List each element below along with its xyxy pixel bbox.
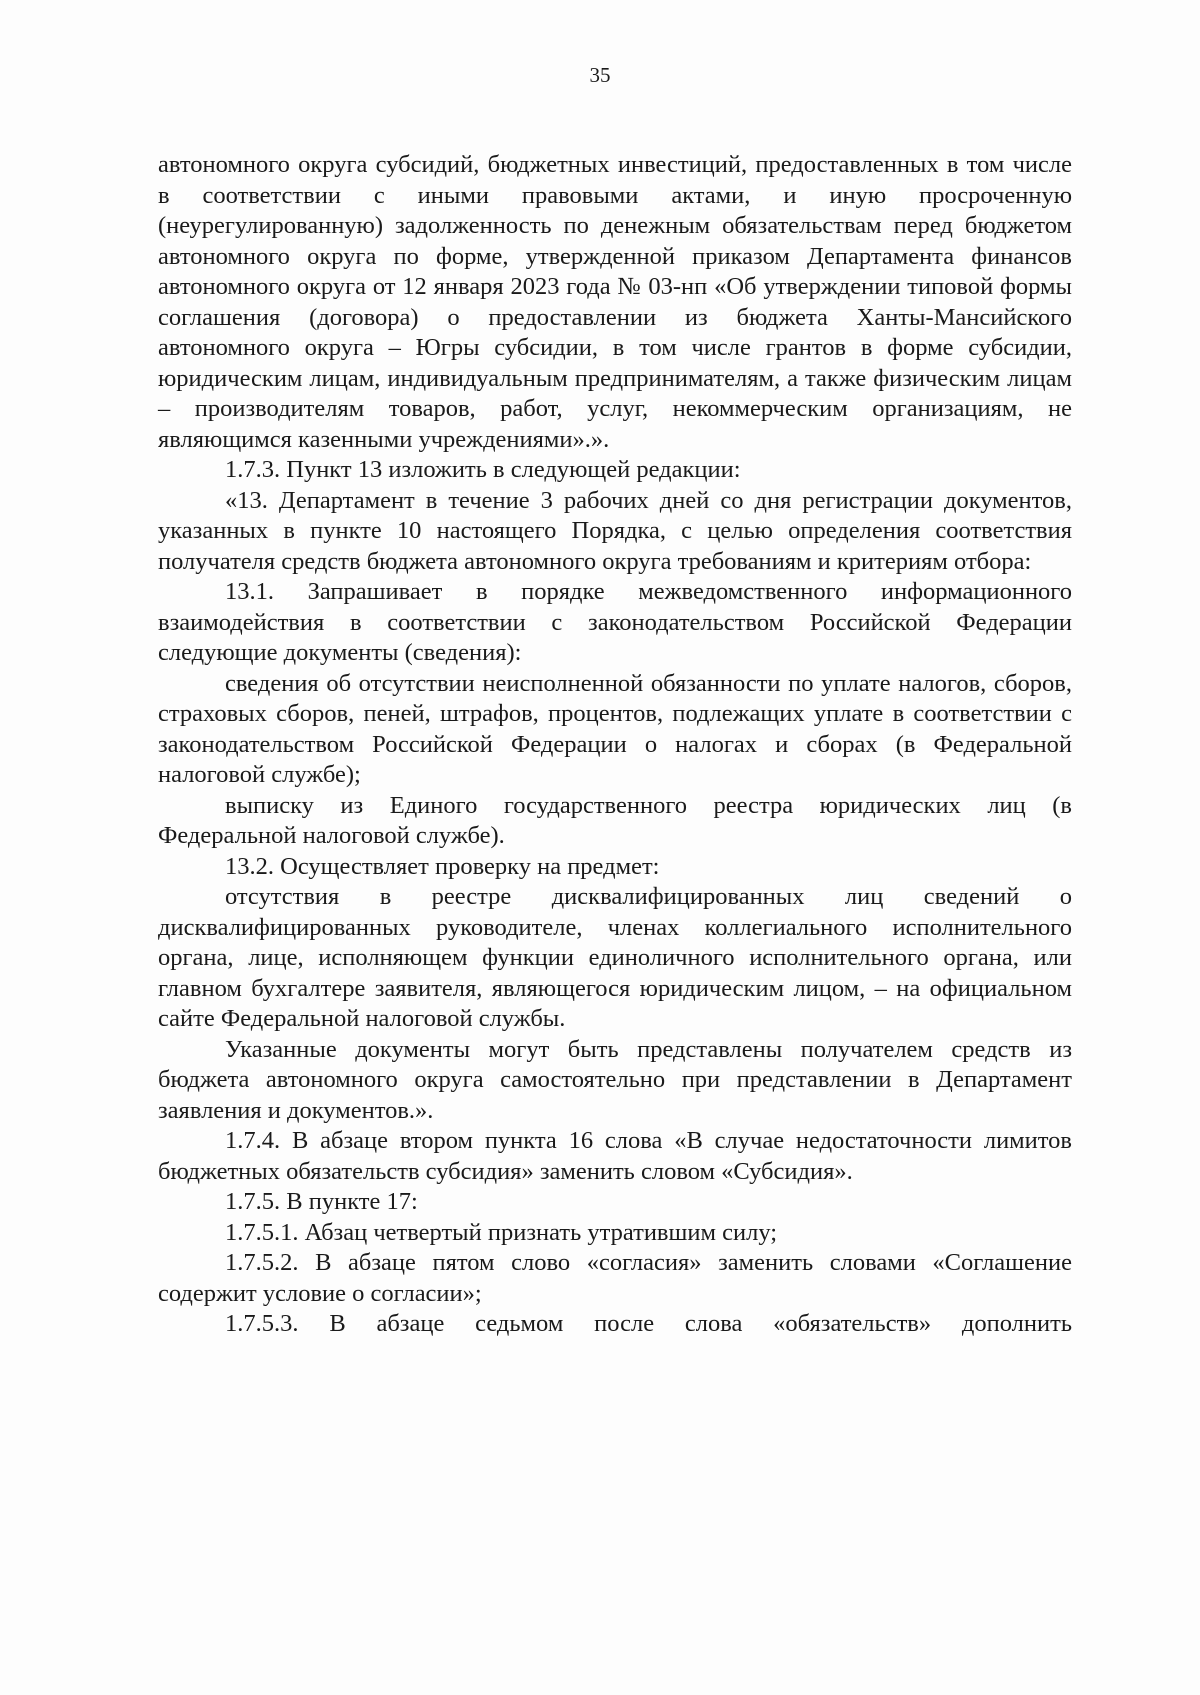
paragraph: «13. Департамент в течение 3 рабочих дней со дня регистрации документов, указанных в пункте 10 настоящего Порядка, с целью определения соответствия получателя средств бюджета автономного округа требованиям и критериям отбора: <box>158 486 1072 575</box>
paragraph: выписку из Единого государственного реестра юридических лиц (в Федеральной налоговой службе). <box>158 791 1072 849</box>
paragraph: 1.7.3. Пункт 13 изложить в следующей редакции: <box>225 456 741 483</box>
paragraph: 1.7.5.2. В абзаце пятом слово «согласия» заменить словами «Соглашение содержит условие о согласии»; <box>158 1249 1072 1307</box>
paragraph: 1.7.5.1. Абзац четвертый признать утратившим силу; <box>225 1218 778 1246</box>
paragraph: 13.2. Осуществляет проверку на предмет: <box>225 852 660 880</box>
paragraph: отсутствия в реестре дисквалифицированных лиц сведений о дисквалифицированных руководителе, членах коллегиального исполнительного органа, лице, исполняющем функции единоличного исполнительного органа, или главном бухгалтере заявителя, являющегося юридическим лицом, – на официальном сайте Федеральной налоговой службы. <box>158 883 1072 1032</box>
paragraph: 1.7.5. В пункте 17: <box>225 1188 418 1215</box>
paragraph: Указанные документы могут быть представлены получателем средств из бюджета автономного округа самостоятельно при представлении в Департамент заявления и документов.». <box>158 1035 1072 1124</box>
paragraph: сведения об отсутствии неисполненной обязанности по уплате налогов, сборов, страховых сборов, пеней, штрафов, процентов, подлежащих уплате в соответствии с законодательством Российской Федерации о налогах и сборах (в Федеральной налоговой службе); <box>158 669 1072 788</box>
paragraph: 1.7.5.3. В абзаце седьмом после слова «обязательств» дополнить <box>225 1310 1072 1337</box>
page-number: 35 <box>589 63 611 87</box>
document-body <box>158 150 1072 1340</box>
paragraph: 1.7.4. В абзаце втором пункта 16 слова «В случае недостаточности лимитов бюджетных обязательств субсидия» заменить словом «Субсидия». <box>158 1127 1072 1185</box>
paragraph: 13.1. Запрашивает в порядке межведомственного информационного взаимодействия в соответствии с законодательством Российской Федерации следующие документы (сведения): <box>158 578 1072 666</box>
paragraph: автономного округа субсидий, бюджетных инвестиций, предоставленных в том числе в соответствии с иными правовыми актами, и иную просроченную (неурегулированную) задолженность по денежным обязательствам перед бюджетом автономного округа по форме, утвержденной приказом Департамента финансов автономного округа от 12 января 2023 года № 03-нп «Об утверждении типовой формы соглашения (договора) о предоставлении из бюджета Ханты-Мансийского автономного округа – Югры субсидии, в том числе грантов в форме субсидии, юридическим лицам, индивидуальным предпринимателям, а также физическим лицам – производителям товаров, работ, услуг, некоммерческим организациям, не являющимся казенными учреждениями».». <box>158 151 1072 453</box>
